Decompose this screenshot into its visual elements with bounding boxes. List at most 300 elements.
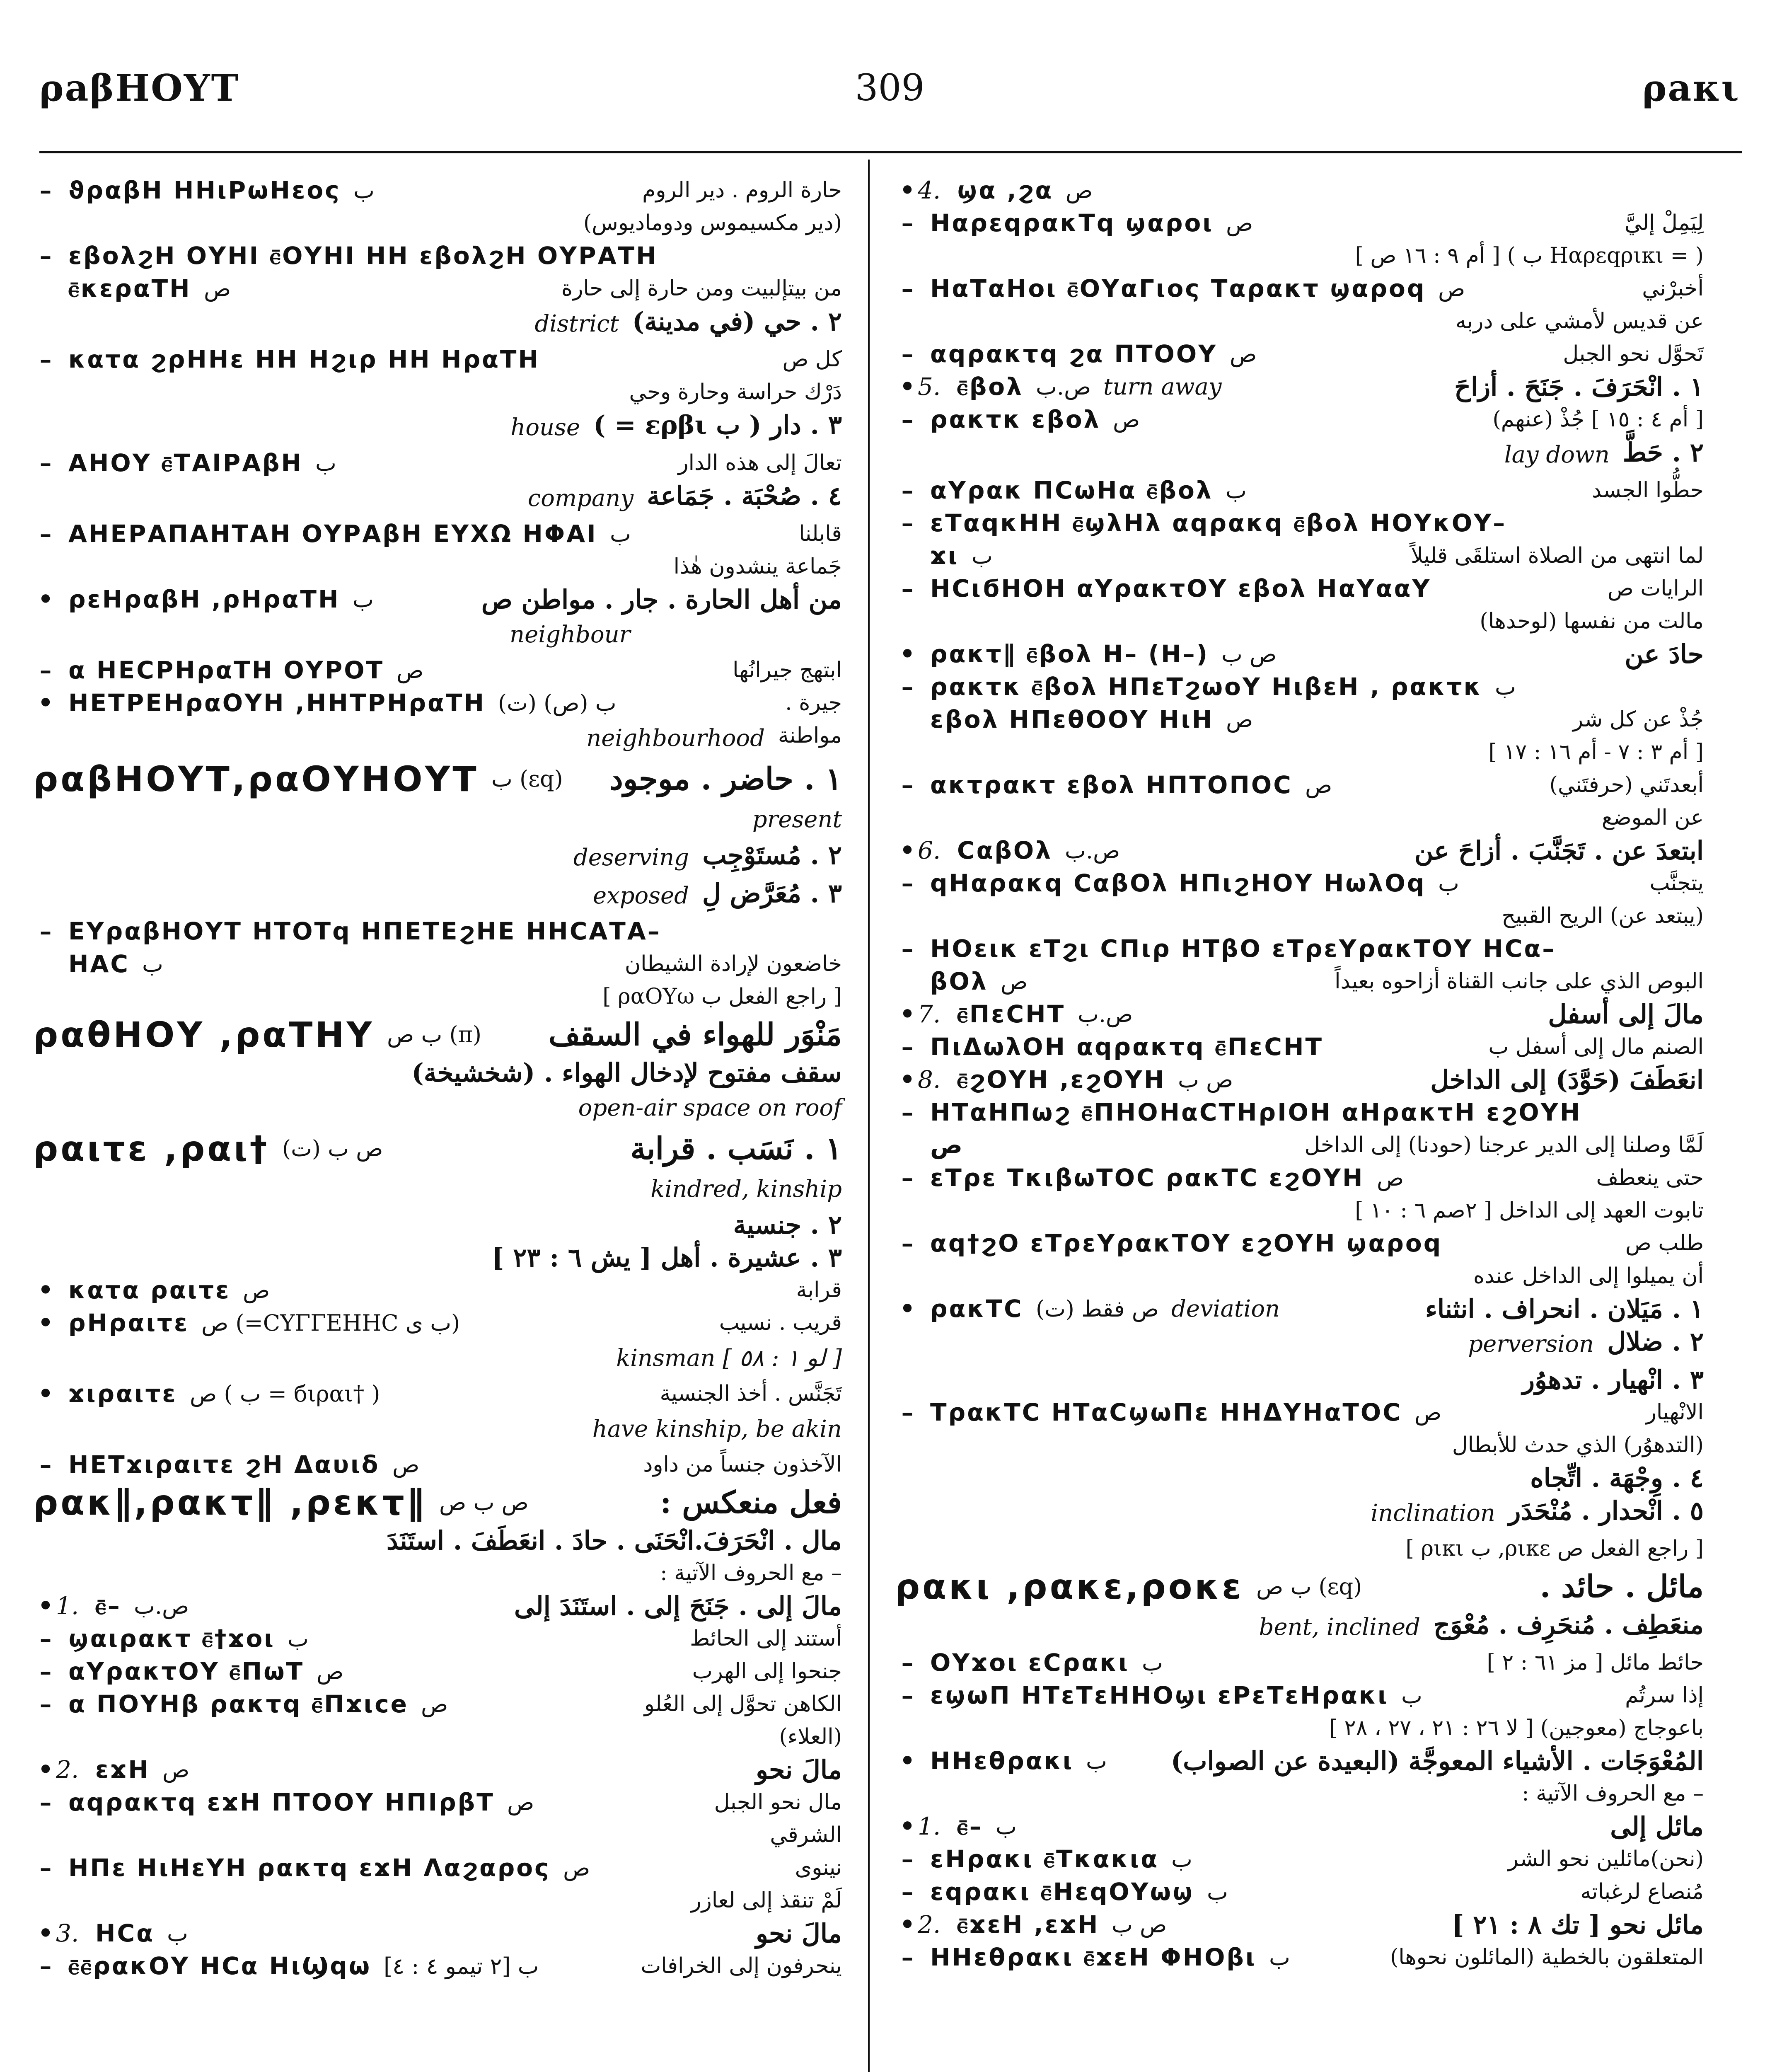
- entry-bullet: •: [38, 1380, 53, 1408]
- dictionary-line: [33, 1274, 845, 1307]
- dictionary-line: [895, 370, 1707, 403]
- coptic-text: εΤαqκΗΗ ⲉ̄ϣλΗλ αqρακq ⲉ̄βολ ΗΟΥκΟΥ–: [930, 509, 1507, 537]
- arabic-gloss: ٢ . جنسية: [733, 1210, 842, 1240]
- dictionary-line: [895, 1679, 1707, 1712]
- coptic-text: ⲉ̄βολ: [957, 373, 1023, 401]
- dictionary-line: [895, 834, 1707, 867]
- english-gloss: neighbourhood: [586, 725, 765, 752]
- dialect-marker: ب: [1438, 870, 1459, 896]
- dialect-marker: ص: [243, 1277, 270, 1303]
- arabic-gloss: ٣ . انْهيار . تدهوُر: [1522, 1365, 1704, 1395]
- dictionary-line: [895, 965, 1707, 998]
- english-gloss: perversion: [1468, 1331, 1594, 1358]
- dialect-marker: ص: [1113, 407, 1140, 433]
- example-dash: –: [901, 209, 914, 237]
- entry-bullet: •: [899, 1910, 915, 1939]
- english-gloss: deserving: [573, 844, 689, 871]
- entry-bullet: •: [899, 1295, 915, 1323]
- coptic-text: ρακΤC: [930, 1295, 1023, 1323]
- dialect-marker: ص: [1414, 1399, 1442, 1426]
- arabic-gloss: جُذْ عن كل شر: [1572, 707, 1704, 732]
- coptic-text: αqρακτq ϩα ΠΤΟΟΥ: [930, 340, 1218, 368]
- dictionary-line: [895, 272, 1707, 305]
- dialect-marker: ص ب: [1221, 641, 1277, 667]
- dictionary-line: [895, 1063, 1707, 1096]
- english-gloss: inclination: [1371, 1500, 1495, 1527]
- example-dash: –: [901, 274, 914, 303]
- entry-bullet: •: [38, 585, 53, 613]
- arabic-gloss: (دير مكسيموس ودوماديوس): [583, 211, 842, 235]
- coptic-text: αq†ϩΟ εΤρεΥρακΤΟΥ εϩΟΥΗ ϣαροq: [930, 1229, 1443, 1257]
- arabic-gloss: ١ . نَسَب . قرابة: [630, 1131, 842, 1167]
- dictionary-line: [895, 540, 1707, 572]
- dictionary-line: [33, 1917, 845, 1950]
- dialect-marker: ب (εq): [491, 766, 563, 792]
- dictionary-line: [33, 1819, 845, 1852]
- dictionary-line: [33, 1655, 845, 1688]
- dialect-marker: ص ب ص: [439, 1489, 529, 1515]
- coptic-text: εΤρε ΤκιβωΤΟC ρακΤC εϩΟΥΗ: [930, 1164, 1364, 1192]
- arabic-gloss: مَنْوَر للهواء في السقف: [548, 1017, 842, 1053]
- coptic-text: ΗΕΤϫιραιτε ϩΗ Δαυιδ: [68, 1450, 380, 1479]
- arabic-gloss: حتى ينعطف: [1596, 1165, 1704, 1190]
- dialect-marker: ص: [507, 1789, 534, 1815]
- dictionary-line: [33, 550, 845, 583]
- arabic-gloss: يتجنَّب: [1649, 871, 1704, 896]
- dictionary-line: [895, 670, 1707, 703]
- arabic-gloss: الرايات ص: [1607, 576, 1704, 601]
- dictionary-line: [895, 1462, 1707, 1494]
- dictionary-line: [895, 703, 1707, 736]
- example-dash: –: [39, 917, 52, 945]
- arabic-gloss: جَماعة ينشدون هٰذا: [673, 554, 842, 579]
- arabic-gloss: المتعلقون بالخطية (المائلون نحوها): [1390, 1945, 1704, 1970]
- dictionary-line: [33, 1884, 845, 1917]
- sense-number: 4.: [918, 176, 941, 204]
- example-dash: –: [39, 1788, 52, 1816]
- entry-bullet: •: [899, 1065, 915, 1094]
- arabic-gloss: مائل إلى: [1610, 1811, 1704, 1842]
- dictionary-line: [33, 1056, 845, 1089]
- dialect-marker: ص.ب: [1078, 1001, 1133, 1027]
- arabic-gloss: لَمَّا وصلنا إلى الدير عرجنا (حودنا) إلى الداخل: [1304, 1133, 1704, 1157]
- sense-number: 1.: [918, 1812, 941, 1840]
- example-dash: –: [39, 1952, 52, 1980]
- example-dash: –: [901, 405, 914, 433]
- dialect-marker: ص: [1305, 772, 1332, 798]
- dictionary-line: [33, 272, 845, 305]
- arabic-gloss: أخبرْني: [1642, 276, 1704, 301]
- coptic-text: κατα ϩρΗΗε ΗΗ Ηϩιρ ΗΗ ΗραΤΗ: [68, 345, 540, 373]
- dictionary-line: [33, 1688, 845, 1721]
- dialect-marker: ب (ص) (ت): [498, 690, 617, 716]
- entry-bullet: •: [38, 1592, 53, 1620]
- dialect-marker: ص.ب: [134, 1593, 189, 1619]
- arabic-gloss: الكاهن تحوَّل إلى العُلو: [644, 1692, 842, 1716]
- arabic-gloss: سقف مفتوح لإدخال الهواء . (شخشيخة): [411, 1058, 842, 1088]
- dictionary-line: [895, 1608, 1707, 1646]
- arabic-gloss: حطُّوا الجسد: [1591, 478, 1704, 503]
- arabic-gloss: عن الموضع: [1601, 805, 1704, 830]
- dictionary-line: [895, 1646, 1707, 1679]
- dictionary-line: [895, 1565, 1707, 1608]
- english-gloss: house: [510, 414, 580, 441]
- dictionary-line: [33, 376, 845, 409]
- dictionary-line: [895, 1810, 1707, 1843]
- dialect-marker: ص: [421, 1691, 448, 1717]
- coptic-text: ϑραβΗ ΗΗιΡωΗεος: [68, 176, 341, 204]
- dictionary-line: [33, 616, 845, 654]
- dictionary-line: [895, 1162, 1707, 1194]
- arabic-gloss: ابتهج جيرانُها: [733, 658, 842, 683]
- dictionary-line: [895, 436, 1707, 474]
- arabic-gloss: تابوت العهد إلى الداخل [ ٢صم ٦ : ١٠ ]: [1355, 1198, 1704, 1223]
- dialect-marker: ص: [1438, 276, 1465, 302]
- coptic-text: ΗαρεqρακΤq ϣαροι: [930, 209, 1214, 237]
- example-dash: –: [901, 1398, 914, 1426]
- dialect-marker: ب: [353, 177, 375, 203]
- dialect-marker: ب: [1142, 1650, 1163, 1676]
- arabic-gloss: الصنم مال إلى أسفل ب: [1488, 1034, 1704, 1059]
- arabic-gloss: حائط مائل [ مز ٦١ : ٢ ]: [1487, 1650, 1704, 1675]
- arabic-gloss: دَرْك حراسة وحارة وحي: [629, 380, 842, 404]
- arabic-gloss: – مع الحروف الآتية :: [660, 1561, 842, 1585]
- dialect-marker: ب: [1269, 1944, 1290, 1970]
- dialect-marker: ب: [1086, 1748, 1107, 1774]
- arabic-gloss: جيرة .: [785, 690, 842, 715]
- dictionary-line: [33, 1410, 845, 1448]
- coptic-text: ΟΥϫοι εCρακι: [930, 1648, 1129, 1677]
- coptic-text: ΗΗεθρακι ⲉ̄ϫεΗ ΦΗΟβι: [930, 1943, 1257, 1971]
- dictionary-line: [895, 1363, 1707, 1396]
- dialect-marker: ص ( ب = бιραι† ): [190, 1381, 380, 1407]
- dialect-marker: ص: [397, 657, 424, 683]
- coptic-text: ⲉ̄ϫεΗ ,εϫΗ: [957, 1910, 1100, 1939]
- coptic-text: ΗΤαΗΠωϩ ⲉ̄ΠΗΟΗαCΤΗρΙΟΗ αΗρακτΗ εϩΟΥΗ: [930, 1098, 1582, 1126]
- coptic-text: α ΗΕCΡΗραΤΗ ΟΥΡΟΤ: [68, 656, 384, 684]
- arabic-gloss: مُنصاع لرغباته: [1580, 1879, 1704, 1904]
- dialect-marker: ص ب: [1112, 1912, 1167, 1938]
- english-gloss: bent, inclined: [1259, 1614, 1420, 1641]
- coptic-text: ΗΑC: [68, 950, 130, 978]
- coptic-text: ⲉ̄ϩΟΥΗ ,εϩΟΥΗ: [957, 1065, 1166, 1094]
- entry-bullet: •: [899, 836, 915, 864]
- dialect-marker: ص: [204, 276, 231, 302]
- sense-number: 6.: [918, 836, 941, 864]
- example-dash: –: [901, 340, 914, 368]
- dictionary-line: [895, 1260, 1707, 1293]
- dictionary-line: [33, 1307, 845, 1339]
- coptic-text: ΗΟεικ εΤϩι CΠιρ ΗΤβΟ εΤρεΥρακΤΟΥ ΗCα–: [930, 934, 1556, 963]
- dictionary-line: [33, 1127, 845, 1170]
- dictionary-line: [895, 1876, 1707, 1908]
- dialect-marker: ب: [1207, 1879, 1228, 1905]
- dictionary-line: [895, 174, 1707, 207]
- arabic-gloss: باعوجاج (معوجين) [ لا ٢٦ : ٢١ ، ٢٧ ، ٢٨ ]: [1329, 1716, 1704, 1740]
- example-dash: –: [39, 1657, 52, 1685]
- dictionary-line: [895, 1396, 1707, 1429]
- arabic-gloss: ٣ . مُعَرَّض لِ: [702, 878, 842, 908]
- dictionary-line: [33, 1208, 845, 1241]
- arabic-gloss: ٢ . مُستَوْجِب: [702, 840, 842, 870]
- coptic-text: ΤρακΤC ΗΤαCϣωΠε ΗΗΔΥΗαΤΟC: [930, 1398, 1402, 1426]
- example-dash: –: [39, 1854, 52, 1882]
- arabic-gloss: مالت من نفسها (لوحدها): [1480, 609, 1704, 634]
- dictionary-line: [895, 1325, 1707, 1363]
- column-divider: [868, 160, 870, 2072]
- dictionary-line: [33, 1950, 845, 1982]
- dialect-marker: ص (=CΥΓΓΕΗΗC ب ى): [201, 1310, 460, 1336]
- arabic-gloss: مال . انْحَرَفَ.انْحَنَى . حادَ . انعَطَفَ . استَنَدَ: [386, 1525, 842, 1556]
- arabic-gloss: مواطنة: [778, 723, 842, 748]
- arabic-gloss: قرابة: [796, 1278, 842, 1302]
- arabic-gloss: [ راجع الفعل ص ρικε, ب ρικι ]: [1405, 1536, 1704, 1561]
- coptic-text: ακτρακτ εβολ ΗΠΤΟΠΟC: [930, 771, 1293, 799]
- dictionary-line: [895, 1532, 1707, 1565]
- example-dash: –: [901, 1878, 914, 1906]
- arabic-gloss: انعَطَفَ (حَوَّدَ) إلى الداخل: [1430, 1065, 1704, 1095]
- english-gloss: deviation: [1171, 1295, 1280, 1322]
- arabic-gloss: أبعدتَني (حرفتَني): [1549, 772, 1704, 797]
- arabic-gloss: ٥ . انْحدار . مُنْحَدَر: [1508, 1496, 1704, 1526]
- dictionary-line: [895, 305, 1707, 338]
- dictionary-line: [895, 240, 1707, 272]
- dictionary-line: [895, 769, 1707, 801]
- arabic-gloss: عن قديس لأمشي على دربه: [1455, 309, 1704, 334]
- dictionary-line: [895, 1745, 1707, 1777]
- coptic-text: ρΗραιτε: [68, 1309, 189, 1337]
- arabic-gloss: لما انتهى من الصلاة استلقَى قليلاً: [1411, 543, 1704, 568]
- right-column: [895, 174, 1707, 2072]
- arabic-gloss: ٢ . ضلال: [1607, 1326, 1704, 1357]
- coptic-text: εΗρακι ⲉ̄Τκακια: [930, 1845, 1159, 1873]
- coptic-text: ΑΗΕΡΑΠΑΗΤΑΗ ΟΥΡΑβΗ ΕΥΧΩ ΗΦΑΙ: [68, 520, 597, 548]
- example-dash: –: [901, 1681, 914, 1709]
- dictionary-line: [33, 1852, 845, 1884]
- coptic-text: ΗCιϭΗΟΗ αΥρακτΟΥ εβολ ΗαΥααΥ: [930, 574, 1431, 603]
- entry-bullet: •: [899, 176, 915, 204]
- coptic-text: ⲉ̄–: [957, 1812, 983, 1840]
- coptic-text: αqρακτq εϫΗ ΠΤΟΟΥ ΗΠΙρβΤ: [68, 1788, 495, 1816]
- dialect-marker: ب: [142, 951, 163, 977]
- arabic-gloss: ٤ . صُحْبَة . جَمَاعة: [647, 481, 842, 511]
- coptic-text: αΥρακτΟΥ ⲉ̄ΠωΤ: [68, 1657, 305, 1685]
- arabic-gloss: (نحن)مائلين نحو الشر: [1508, 1847, 1704, 1871]
- dictionary-line: [895, 1941, 1707, 1974]
- dialect-marker: ب: [610, 521, 631, 547]
- coptic-text: ϫιραιτε: [68, 1380, 177, 1408]
- arabic-gloss: مالَ نحو: [755, 1755, 842, 1785]
- dictionary-line: [895, 1096, 1707, 1129]
- example-dash: –: [901, 574, 914, 603]
- arabic-gloss: ينحرفون إلى الخرافات: [641, 1953, 842, 1978]
- example-dash: –: [39, 345, 52, 373]
- coptic-text: ΗαΤαΗοι ⲉ̄ΟΥαΓιος Ταρακτ ϣαροq: [930, 274, 1426, 303]
- dictionary-line: [895, 998, 1707, 1031]
- arabic-gloss: تعالَ إلى هذه الدار: [678, 450, 842, 475]
- arabic-gloss: أستند إلى الحائط: [690, 1626, 842, 1651]
- arabic-gloss: – مع الحروف الآتية :: [1522, 1781, 1704, 1806]
- arabic-gloss: [ أم ٣ : ٧ - أم ١٦ : ١٧ ]: [1488, 740, 1704, 765]
- english-gloss: present: [752, 806, 842, 833]
- dialect-marker: ص: [1001, 968, 1028, 995]
- headword: ρακι ,ρακε,ροκε: [895, 1566, 1244, 1607]
- dictionary-line: [895, 1429, 1707, 1462]
- coptic-text: αΥρακ ΠCωΗα ⲉ̄βολ: [930, 476, 1213, 504]
- arabic-gloss: أن يميلوا إلى الداخل عنده: [1473, 1264, 1704, 1288]
- arabic-gloss: إذا سرتُم: [1625, 1683, 1704, 1708]
- arabic-gloss: فعل منعكس :: [660, 1485, 842, 1520]
- arabic-gloss: من بيتإلبيت ومن حارة إلى حارة: [561, 276, 842, 301]
- dictionary-line: [895, 638, 1707, 670]
- headword: ραιτε ,ραι†: [33, 1128, 270, 1169]
- entry-bullet: •: [899, 1812, 915, 1840]
- arabic-gloss: (العلاء): [779, 1724, 842, 1749]
- example-dash: –: [901, 1845, 914, 1873]
- english-gloss: neighbour: [510, 621, 631, 648]
- dictionary-line: [33, 1524, 845, 1557]
- dictionary-line: [895, 736, 1707, 769]
- example-dash: –: [901, 509, 914, 537]
- coptic-text: ΗΕΤΡΕΗραΟΥΗ ,ΗΗΤΡΗραΤΗ: [68, 689, 486, 717]
- dictionary-line: [895, 1494, 1707, 1532]
- coptic-text: ΗΠε ΗιΗεΥΗ ρακτq εϫΗ Λαϩαρος: [68, 1854, 551, 1882]
- english-gloss: kindred, kinship: [650, 1176, 842, 1203]
- example-dash: –: [901, 771, 914, 799]
- dictionary-line: [895, 605, 1707, 638]
- dialect-marker: ص: [1377, 1165, 1404, 1191]
- dictionary-line: [895, 474, 1707, 507]
- example-dash: –: [901, 476, 914, 504]
- headword: ραβΗΟΥΤ,ραΟΥΗΟΥΤ: [33, 759, 479, 799]
- dictionary-line: [33, 1339, 845, 1377]
- arabic-gloss: البوص الذي على جانب القناة أزاحوه بعيداً: [1335, 969, 1704, 994]
- dialect-marker: ب: [288, 1626, 309, 1652]
- example-dash: –: [901, 1164, 914, 1192]
- english-gloss: lay down: [1504, 441, 1610, 468]
- dialect-marker: ص: [162, 1757, 190, 1783]
- arabic-gloss: الانْهيار: [1646, 1400, 1704, 1425]
- dictionary-line: [895, 1031, 1707, 1063]
- english-gloss: company: [527, 485, 633, 512]
- entry-bullet: •: [38, 1309, 53, 1337]
- coptic-text: ρακτκ εβολ: [930, 405, 1101, 433]
- example-dash: –: [39, 656, 52, 684]
- arabic-gloss: ٤ . وِجْهَة . اتِّجاه: [1530, 1463, 1704, 1493]
- dictionary-line: [33, 583, 845, 616]
- dictionary-line: [895, 507, 1707, 540]
- dictionary-line: [33, 479, 845, 518]
- arabic-gloss: [ أم ٤ : ١٥ ] جُذْ (عنهم): [1492, 407, 1704, 432]
- dictionary-line: [33, 1721, 845, 1753]
- arabic-gloss: الآخذون جنساً من داود: [643, 1452, 842, 1477]
- sense-number: 3.: [56, 1919, 79, 1947]
- dialect-marker: ص ب (ت): [282, 1135, 383, 1162]
- arabic-gloss: ( = Ηαρεqρικι ب ) [ أم ٩ : ١٦ ص ]: [1355, 243, 1704, 268]
- dictionary-line: [33, 1089, 845, 1127]
- dictionary-line: [33, 719, 845, 758]
- dictionary-line: [33, 758, 845, 801]
- coptic-text: α ΠΟΥΗβ ρακτq ⲉ̄Πϫιce: [68, 1690, 409, 1718]
- dictionary-line: [33, 1590, 845, 1622]
- coptic-text: ΑΗΟΥ ⲉ̄ΤΑΙΡΑβΗ: [68, 449, 303, 477]
- arabic-gloss: كل ص: [782, 347, 842, 372]
- dialect-marker: ب: [353, 586, 374, 612]
- english-gloss: turn away: [1103, 373, 1222, 400]
- dialect-marker: ب: [1495, 674, 1516, 700]
- arabic-gloss: لَمْ تنقذ إلى لعازر: [691, 1888, 842, 1913]
- example-dash: –: [901, 673, 914, 701]
- coptic-text: βΟλ: [930, 967, 988, 995]
- entry-bullet: •: [899, 1000, 915, 1028]
- coptic-text: ρεΗραβΗ ,ρΗραΤΗ: [68, 585, 340, 613]
- arabic-gloss: مالَ إلى أسفل: [1548, 999, 1704, 1029]
- dictionary-line: [895, 1908, 1707, 1941]
- arabic-gloss: مائل نحو [ تك ٨ : ٢١ ]: [1452, 1910, 1704, 1940]
- dialect-marker: ب [٢ تيمو ٤ : ٤]: [384, 1953, 539, 1979]
- dialect-marker: ص: [1230, 341, 1257, 367]
- example-dash: –: [39, 1690, 52, 1718]
- entry-bullet: •: [38, 1755, 53, 1784]
- coptic-text: εϣωΠ ΗΤεΤεΗΗΟϣι εΡεΤεΗρακι: [930, 1681, 1389, 1709]
- arabic-gloss: حادَ عن: [1625, 639, 1704, 669]
- arabic-gloss: جنحوا إلى الهرب: [692, 1659, 842, 1684]
- arabic-gloss: قريب . نسيب: [719, 1310, 842, 1335]
- left-column: [33, 174, 845, 2072]
- dictionary-line: [33, 1377, 845, 1410]
- dictionary-line: [895, 1194, 1707, 1227]
- example-dash: –: [901, 1098, 914, 1126]
- sense-number: 8.: [918, 1065, 941, 1094]
- arabic-gloss: ١ . انْحَرَفَ . جَنَحَ . أزاحَ: [1454, 372, 1704, 402]
- dialect-marker: (ت) ص فقط: [1036, 1296, 1159, 1322]
- running-head-right: ρaκι: [1642, 66, 1740, 109]
- coptic-text: κατα ραιτε: [68, 1276, 231, 1304]
- arabic-gloss: ١ . حاضر . موجود: [609, 761, 842, 797]
- dictionary-line: [33, 518, 845, 550]
- dictionary-line: [33, 1753, 845, 1786]
- dictionary-line: [895, 1129, 1707, 1162]
- dialect-marker: ص: [392, 1452, 420, 1478]
- dictionary-line: [33, 839, 845, 877]
- coptic-text: ϣα ,ϩα: [957, 176, 1054, 204]
- sense-number: 7.: [918, 1000, 941, 1028]
- dictionary-line: [895, 900, 1707, 932]
- headword: ραθΗΟΥ ,ραΤΗΥ: [33, 1014, 375, 1055]
- arabic-gloss: من أهل الحارة . جار . مواطن ص: [481, 584, 842, 615]
- sense-number: 5.: [918, 373, 941, 401]
- example-dash: –: [39, 1624, 52, 1653]
- example-dash: –: [39, 449, 52, 477]
- arabic-gloss: خاضعون لإرادة الشيطان: [624, 951, 842, 976]
- dictionary-line: [895, 1293, 1707, 1325]
- coptic-text: ΠιΔωλΟΗ αqρακτq ⲉ̄ΠεCΗΤ: [930, 1033, 1324, 1061]
- arabic-gloss: حارة الروم . دير الروم: [642, 178, 842, 203]
- dialect-marker: ب: [315, 450, 336, 476]
- entry-bullet: •: [38, 1919, 53, 1947]
- english-gloss: kinsman [ لو ١ : ٥٨ ]: [616, 1345, 842, 1372]
- dictionary-line: [33, 877, 845, 915]
- arabic-gloss: لِيَمِلْ إليَّ: [1624, 211, 1704, 235]
- arabic-gloss: طلب ص: [1625, 1231, 1704, 1256]
- arabic-gloss: ٣ . عشيرة . أهل [ يش ٦ : ٢٣ ]: [492, 1242, 842, 1273]
- coptic-text: ρακτκ ⲉ̄βολ ΗΠεΤϩωοΥ ΗιβεΗ , ρακτκ: [930, 673, 1482, 701]
- dictionary-line: [33, 1557, 845, 1590]
- dictionary-line: [33, 980, 845, 1013]
- header-rule: [39, 151, 1742, 153]
- coptic-text: CαβΟλ: [957, 836, 1052, 864]
- coptic-text: εϫΗ: [95, 1755, 150, 1784]
